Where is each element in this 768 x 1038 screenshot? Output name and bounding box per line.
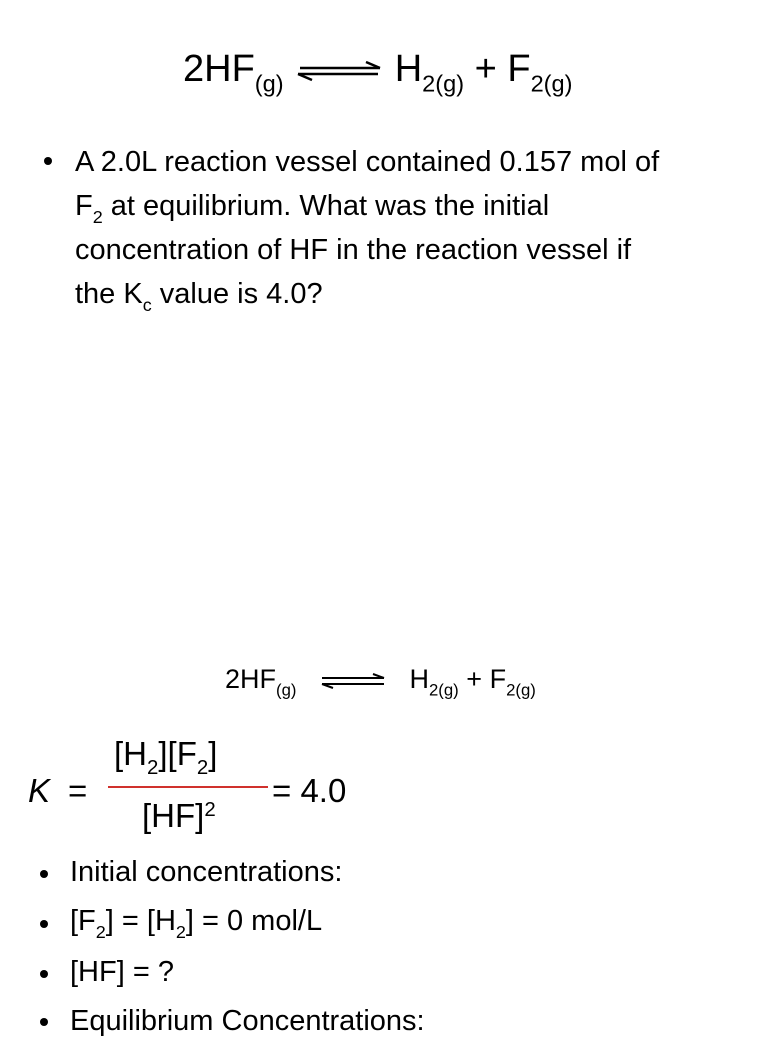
kc-numerator-f: ][F	[158, 735, 197, 772]
kc-denominator	[142, 797, 216, 835]
question-f-symbol: F	[75, 190, 93, 222]
kc-numerator-h: [H	[114, 735, 147, 772]
kc-numerator	[114, 735, 218, 780]
kc-equals: =	[68, 772, 88, 809]
equilibrium-arrow-bottom-icon	[318, 665, 388, 696]
question-line-4	[75, 272, 659, 316]
equation-bottom-reactant: 2HF	[225, 664, 277, 694]
bullet-icon-3	[40, 970, 48, 978]
question-line-1: A 2.0L reaction vessel contained 0.157 mol of	[75, 146, 660, 178]
question-f-sub: 2	[92, 207, 103, 228]
bullet-hf-unknown: [HF] = ?	[70, 956, 174, 988]
equilibrium-arrow-icon	[294, 49, 384, 92]
bullet-f2-sub: 2	[95, 922, 106, 943]
kc-numerator-f-sub: 2	[196, 756, 209, 780]
equation-bottom-plus: +	[466, 664, 483, 694]
kc-result: = 4.0	[272, 772, 347, 809]
bullet-zero-part: ] = 0 mol/L	[185, 905, 323, 937]
equation-top-product-f-sub: 2(g)	[530, 70, 573, 97]
question-k-sub: c	[142, 295, 152, 316]
equation-top	[183, 48, 573, 97]
kc-numerator-end: ]	[208, 735, 218, 772]
question-line-3: concentration of HF in the reaction vessel if	[75, 234, 632, 266]
kc-numerator-h-sub: 2	[147, 756, 159, 780]
equation-bottom-reactant-state: (g)	[276, 680, 297, 700]
bullet-h2-sub: 2	[175, 922, 186, 943]
kc-k-symbol: K	[28, 772, 51, 809]
bullet-h2-part: ] = [H	[105, 905, 176, 937]
equation-top-reactant-state: (g)	[254, 70, 284, 97]
question-text	[75, 140, 659, 316]
bullet-icon-2	[40, 920, 48, 928]
equation-top-product-f: F	[507, 48, 531, 90]
kc-denominator-sup: 2	[204, 797, 216, 821]
question-line-2-rest: at equilibrium. What was the initial	[102, 190, 550, 222]
equation-top-product-h-sub: 2(g)	[422, 70, 465, 97]
question-k-symbol: the K	[75, 278, 143, 310]
equation-top-product-h: H	[394, 48, 423, 90]
kc-denominator-text: [HF]	[142, 797, 205, 834]
bullet-icon-1	[40, 870, 48, 878]
question-line-4-rest: value is 4.0?	[151, 278, 323, 310]
equation-bottom-product-h-sub: 2(g)	[429, 680, 459, 700]
bullet-equilibrium-concentrations: Equilibrium Concentrations:	[70, 1005, 425, 1037]
equation-top-plus: +	[474, 48, 497, 90]
equation-bottom-product-f: F	[489, 664, 507, 694]
equation-bottom-product-f-sub: 2(g)	[506, 680, 536, 700]
bullet-f2-h2-concentration	[70, 905, 323, 943]
question-line-2	[75, 184, 659, 228]
bullet-f2-part: [F	[70, 905, 96, 937]
equation-bottom-product-h: H	[409, 664, 429, 694]
bullet-icon-4	[40, 1018, 48, 1026]
kc-fraction-line	[108, 786, 268, 788]
question-bullet-icon	[44, 157, 52, 165]
equation-bottom	[225, 664, 536, 700]
bullet-initial-concentrations: Initial concentrations:	[70, 856, 343, 888]
equation-top-reactant: 2HF	[183, 48, 255, 90]
